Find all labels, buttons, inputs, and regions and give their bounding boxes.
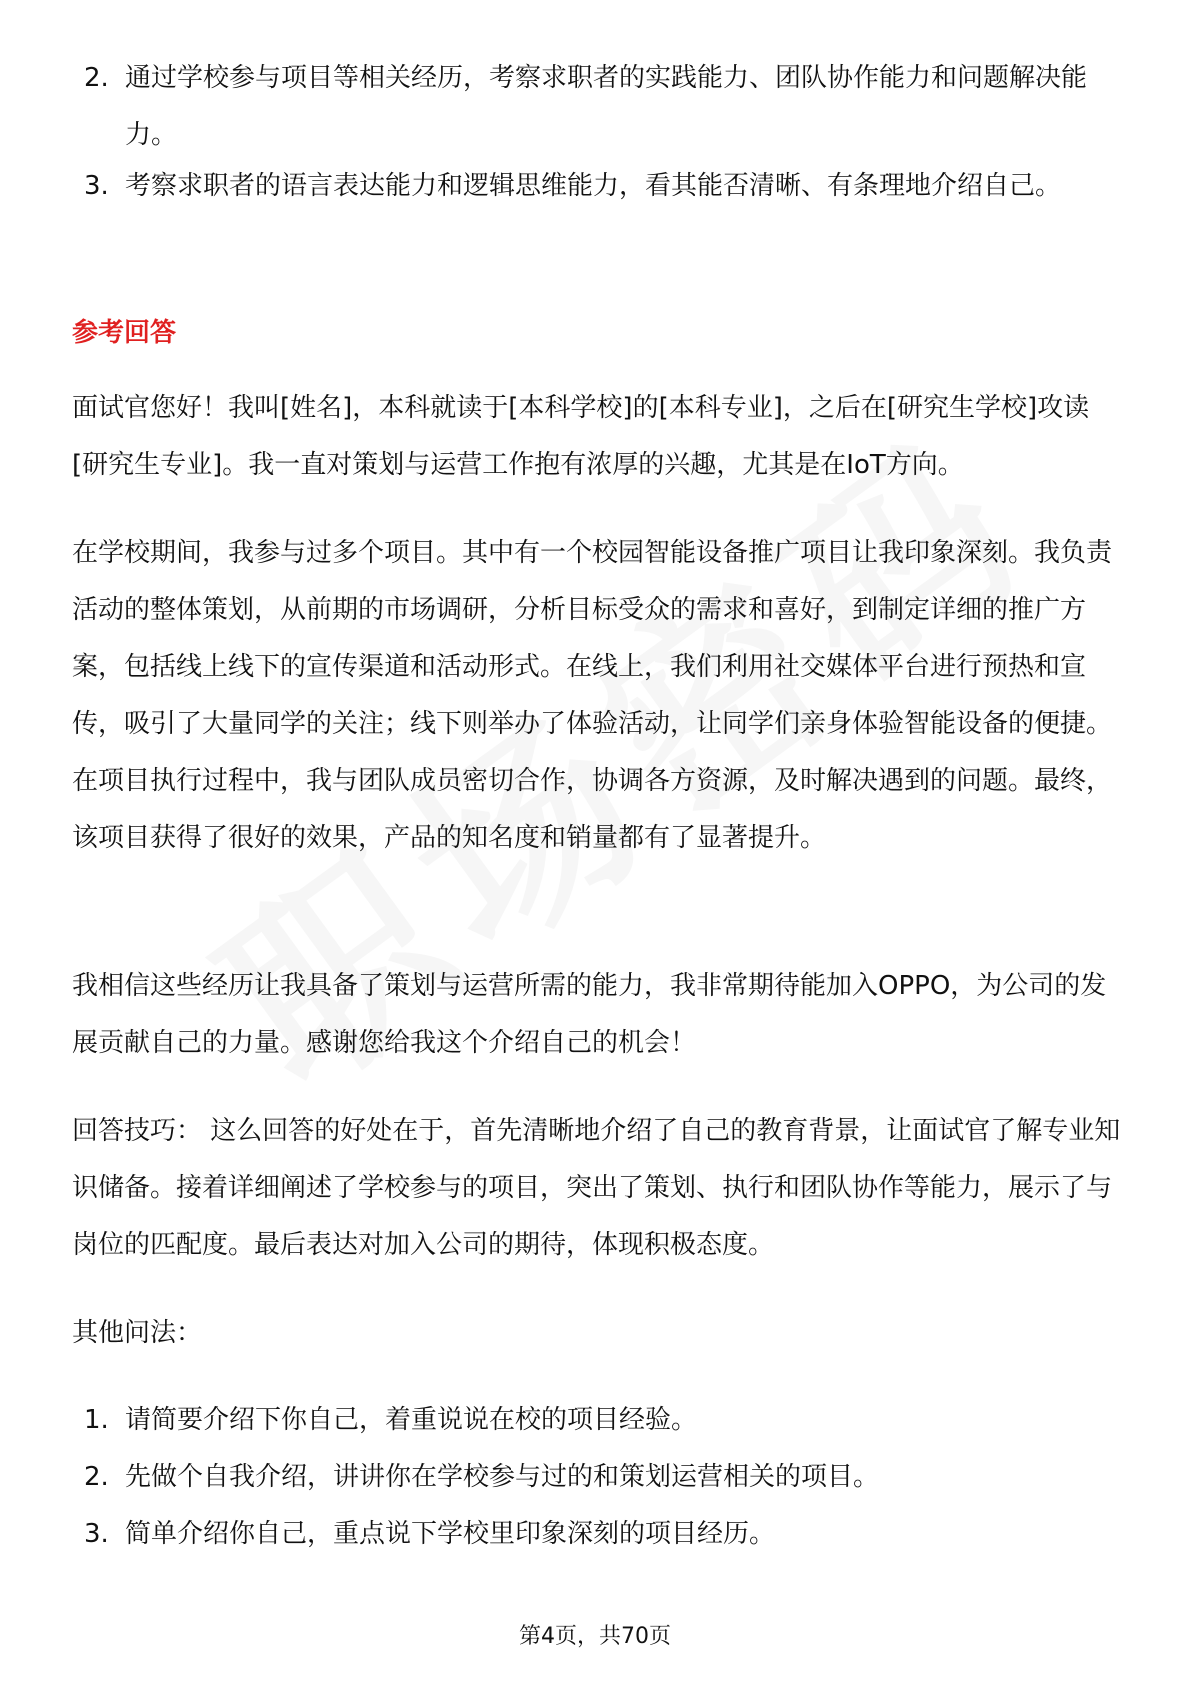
answer-paragraph: 面试官您好！我叫[姓名]，本科就读于[本科学校]的[本科专业]，之后在[研究生学校]攻读[研究生专业]。我一直对策划与运营工作抱有浓厚的兴趣，尤其是在IoT方向。 <box>72 393 1090 480</box>
list-text: 简单介绍你自己，重点说下学校里印象深刻的项目经历。 <box>125 1519 776 1549</box>
list-text: 通过学校参与项目等相关经历，考察求职者的实践能力、团队协作能力和问题解决能力。 <box>125 63 1088 150</box>
answer-heading: 参考回答 <box>72 318 177 348</box>
list-text: 请简要介绍下你自己，着重说说在校的项目经验。 <box>125 1405 698 1435</box>
list-number: 3. <box>84 171 109 201</box>
list-text: 先做个自我介绍，讲讲你在学校参与过的和策划运营相关的项目。 <box>125 1462 880 1492</box>
answer-paragraph: 我相信这些经历让我具备了策划与运营所需的能力，我非常期待能加入OPPO，为公司的发展贡献自己的力量。感谢您给我这个介绍自己的机会！ <box>72 971 1107 1058</box>
list-text: 考察求职者的语言表达能力和逻辑思维能力，看其能否清晰、有条理地介绍自己。 <box>125 171 1062 201</box>
page-number: 第4页，共70页 <box>519 1624 671 1649</box>
tips-paragraph: 回答技巧： 这么回答的好处在于，首先清晰地介绍了自己的教育背景，让面试官了解专业知识储备。接着详细阐述了学校参与的项目，突出了策划、执行和团队协作等能力，展示了与岗位的匹配度。最后表达对加入公司的期待，体现积极态度。 <box>72 1116 1121 1260</box>
list-number: 1. <box>84 1405 109 1435</box>
list-number: 3. <box>84 1519 109 1549</box>
answer-paragraph: 在学校期间，我参与过多个项目。其中有一个校园智能设备推广项目让我印象深刻。我负责活动的整体策划，从前期的市场调研，分析目标受众的需求和喜好，到制定详细的推广方案，包括线上线下的宣传渠道和活动形式。在线上，我们利用社交媒体平台进行预热和宣传，吸引了大量同学的关注；线下则举办了体验活动，让同学们亲身体验智能设备的便捷。在项目执行过程中，我与团队成员密切合作，协调各方资源，及时解决遇到的问题。最终，该项目获得了很好的效果，产品的知名度和销量都有了显著提升。 <box>72 538 1113 853</box>
list-number: 2. <box>84 1462 109 1492</box>
other-questions-heading: 其他问法： <box>72 1318 203 1348</box>
list-number: 2. <box>84 63 109 93</box>
